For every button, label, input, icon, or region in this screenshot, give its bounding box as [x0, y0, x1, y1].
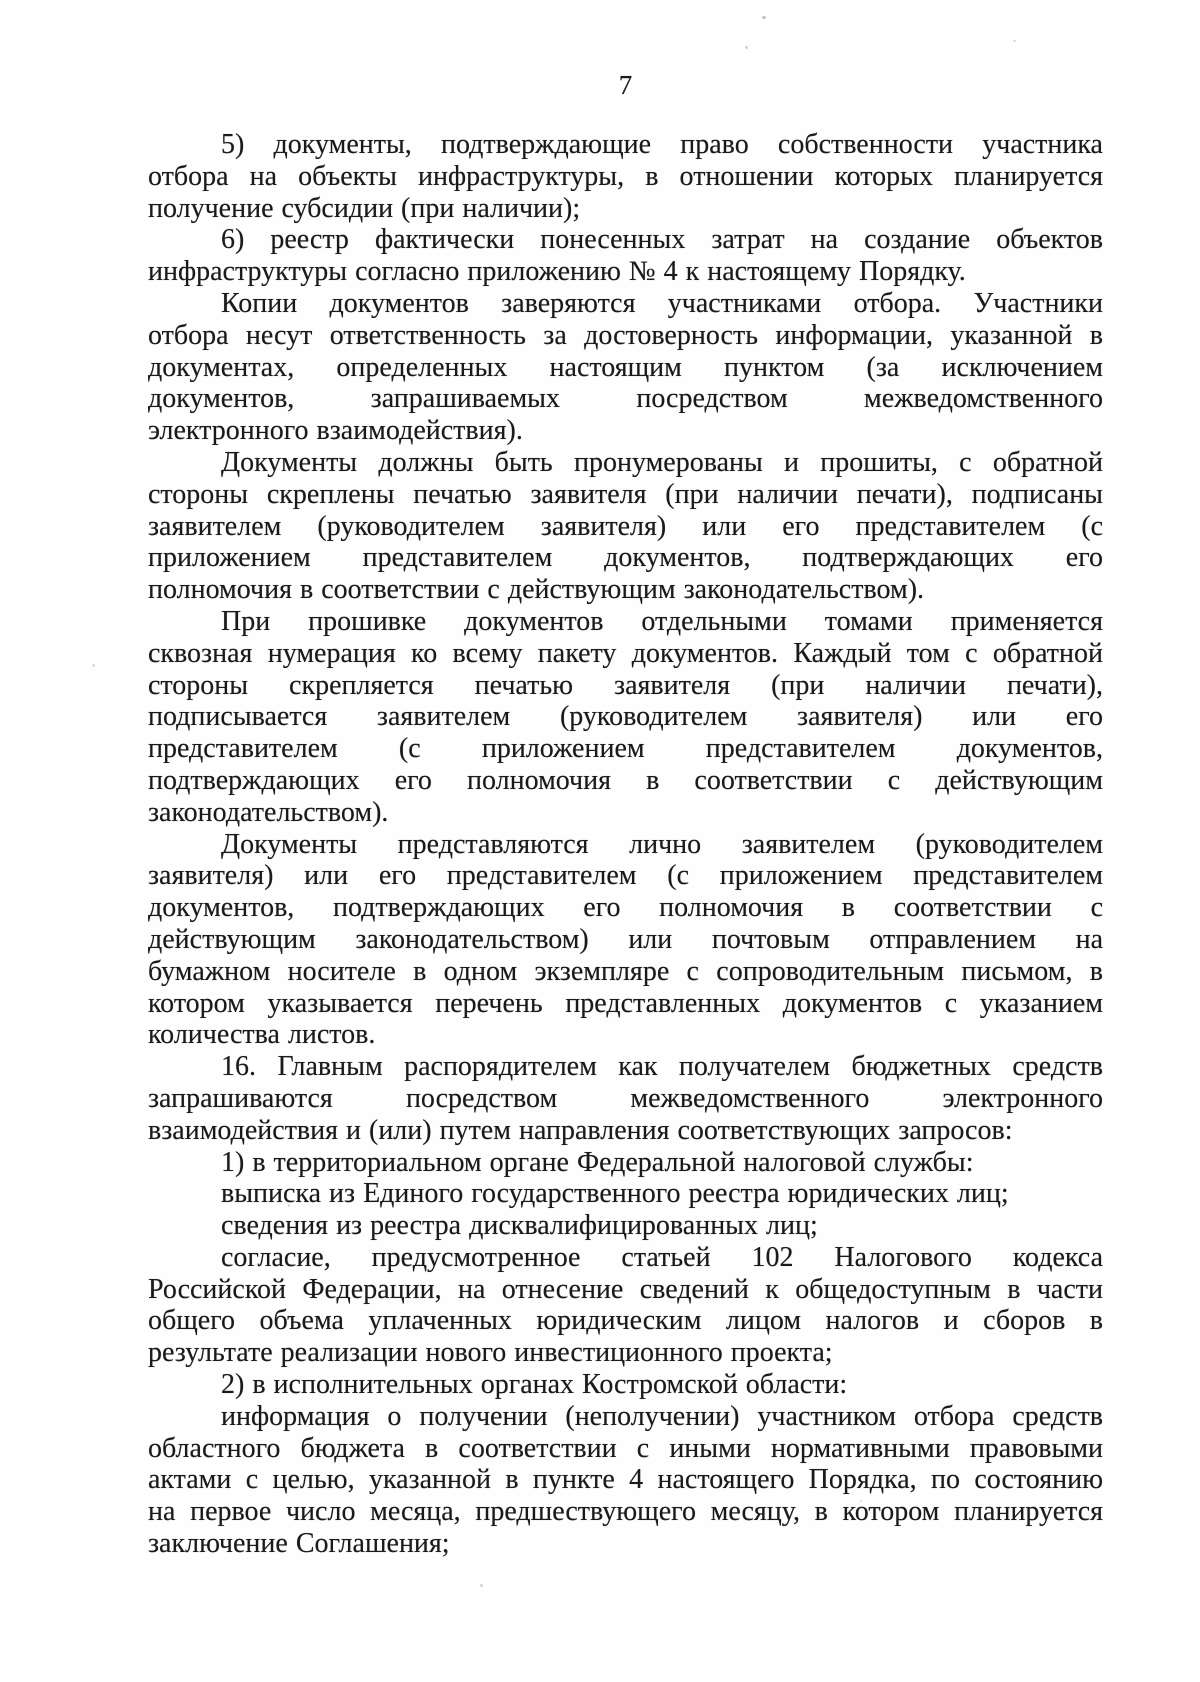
text-line: документов, запрашиваемых посредством межведомственного: [148, 383, 1103, 415]
scan-speck: [430, 176, 432, 178]
text-line: инфраструктуры согласно приложению № 4 к настоящему Порядку.: [148, 256, 966, 288]
text-line: электронного взаимодействия).: [148, 415, 523, 447]
text-line: 5) документы, подтверждающие право собственности участника: [221, 129, 1103, 160]
text-line: Российской Федерации, на отнесение сведений к общедоступным в части: [148, 1273, 1103, 1305]
text-line: 16. Главным распорядителем как получателем бюджетных средств: [221, 1051, 1103, 1083]
text-line: котором указывается перечень представленных документов с указанием: [148, 987, 1103, 1019]
text-line: Документы должны быть пронумерованы и прошиты, с обратной: [221, 446, 1103, 478]
paragraph: [148, 1147, 1103, 1179]
scan-speck: [860, 1500, 862, 1502]
text-line: получение субсидии (при наличии);: [148, 192, 581, 224]
scan-speck: [92, 664, 95, 667]
text-line: действующим законодательством) или почтовым отправлением на: [148, 923, 1103, 955]
text-line: документах, определенных настоящим пунктом (за исключением: [148, 351, 1103, 383]
text-line: отбора на объекты инфраструктуры, в отношении которых планируется: [148, 160, 1103, 192]
text-line: заключение Соглашения;: [148, 1528, 450, 1560]
scan-speck: [174, 1550, 177, 1552]
text-line: 2) в исполнительных органах Костромской области:: [221, 1369, 848, 1401]
paragraph: [148, 447, 1103, 606]
scan-speck: [480, 1584, 483, 1587]
scan-speck: [762, 16, 766, 19]
text-line: законодательством).: [148, 796, 389, 828]
paragraph: [148, 1178, 1103, 1210]
scan-speck: [288, 1204, 290, 1207]
paragraph: [148, 606, 1103, 829]
text-line: 6) реестр фактически понесенных затрат на создание объектов: [221, 224, 1103, 256]
text-line: результате реализации нового инвестиционного проекта;: [148, 1337, 833, 1369]
paragraph: [148, 1051, 1103, 1146]
text-line: сведения из реестра дисквалифицированных лиц;: [221, 1210, 818, 1242]
text-line: сквозная нумерация ко всему пакету документов. Каждый том с обратной: [148, 637, 1103, 669]
text-line: подписывается заявителем (руководителем заявителя) или его: [148, 701, 1103, 733]
text-line: согласие, предусмотренное статьей 102 Налогового кодекса: [221, 1241, 1103, 1273]
text-line: При прошивке документов отдельными томами применяется: [221, 605, 1103, 637]
text-line: Копии документов заверяются участниками отбора. Участники: [221, 287, 1103, 319]
text-line: приложением представителем документов, подтверждающих его: [148, 542, 1103, 574]
scan-speck: [210, 938, 213, 941]
text-line: общего объема уплаченных юридическим лицом налогов и сборов в: [148, 1305, 1103, 1337]
text-line: Документы представляются лично заявителем (руководителем: [221, 828, 1103, 860]
paragraph: [148, 1210, 1103, 1242]
text-line: областного бюджета в соответствии с иными нормативными правовыми: [148, 1432, 1103, 1464]
text-line: бумажном носителе в одном экземпляре с сопроводительным письмом, в: [148, 955, 1103, 987]
paragraph: [148, 224, 1103, 288]
text-line: запрашиваются посредством межведомственного электронного: [148, 1082, 1103, 1114]
paragraph: [148, 829, 1103, 1052]
text-line: полномочия в соответствии с действующим законодательством).: [148, 574, 925, 606]
text-line: на первое число месяца, предшествующего месяцу, в котором планируется: [148, 1496, 1103, 1528]
scan-speck: [1013, 40, 1016, 42]
text-line: представителем (с приложением представителем документов,: [148, 733, 1103, 765]
paragraph: [148, 1242, 1103, 1369]
text-line: информация о получении (неполучении) участником отбора средств: [221, 1400, 1103, 1432]
text-line: заявителя) или его представителем (с приложением представителем: [148, 860, 1103, 892]
text-line: 1) в территориальном органе Федеральной налоговой службы:: [221, 1146, 974, 1178]
paragraph: [148, 129, 1103, 224]
scan-speck: [745, 46, 748, 49]
text-line: документов, подтверждающих его полномочия в соответствии с: [148, 892, 1103, 924]
text-line: стороны скрепляется печатью заявителя (при наличии печати),: [148, 669, 1103, 701]
text-line: подтверждающих его полномочия в соответствии с действующим: [148, 764, 1103, 796]
paragraph: [148, 1401, 1103, 1560]
text-line: взаимодействия и (или) путем направления соответствующих запросов:: [148, 1114, 1013, 1146]
page-number: 7: [618, 70, 633, 100]
text-line: выписка из Единого государственного реестра юридических лиц;: [221, 1178, 1009, 1210]
text-line: актами с целью, указанной в пункте 4 настоящего Порядка, по состоянию: [148, 1464, 1103, 1496]
text-line: количества листов.: [148, 1019, 376, 1051]
document-body: [148, 129, 1103, 1560]
paragraph: [148, 288, 1103, 447]
text-line: заявителем (руководителем заявителя) или его представителем (с: [148, 510, 1103, 542]
text-line: отбора несут ответственность за достоверность информации, указанной в: [148, 319, 1103, 351]
text-line: стороны скреплены печатью заявителя (при наличии печати), подписаны: [148, 478, 1103, 510]
paragraph: [148, 1369, 1103, 1401]
